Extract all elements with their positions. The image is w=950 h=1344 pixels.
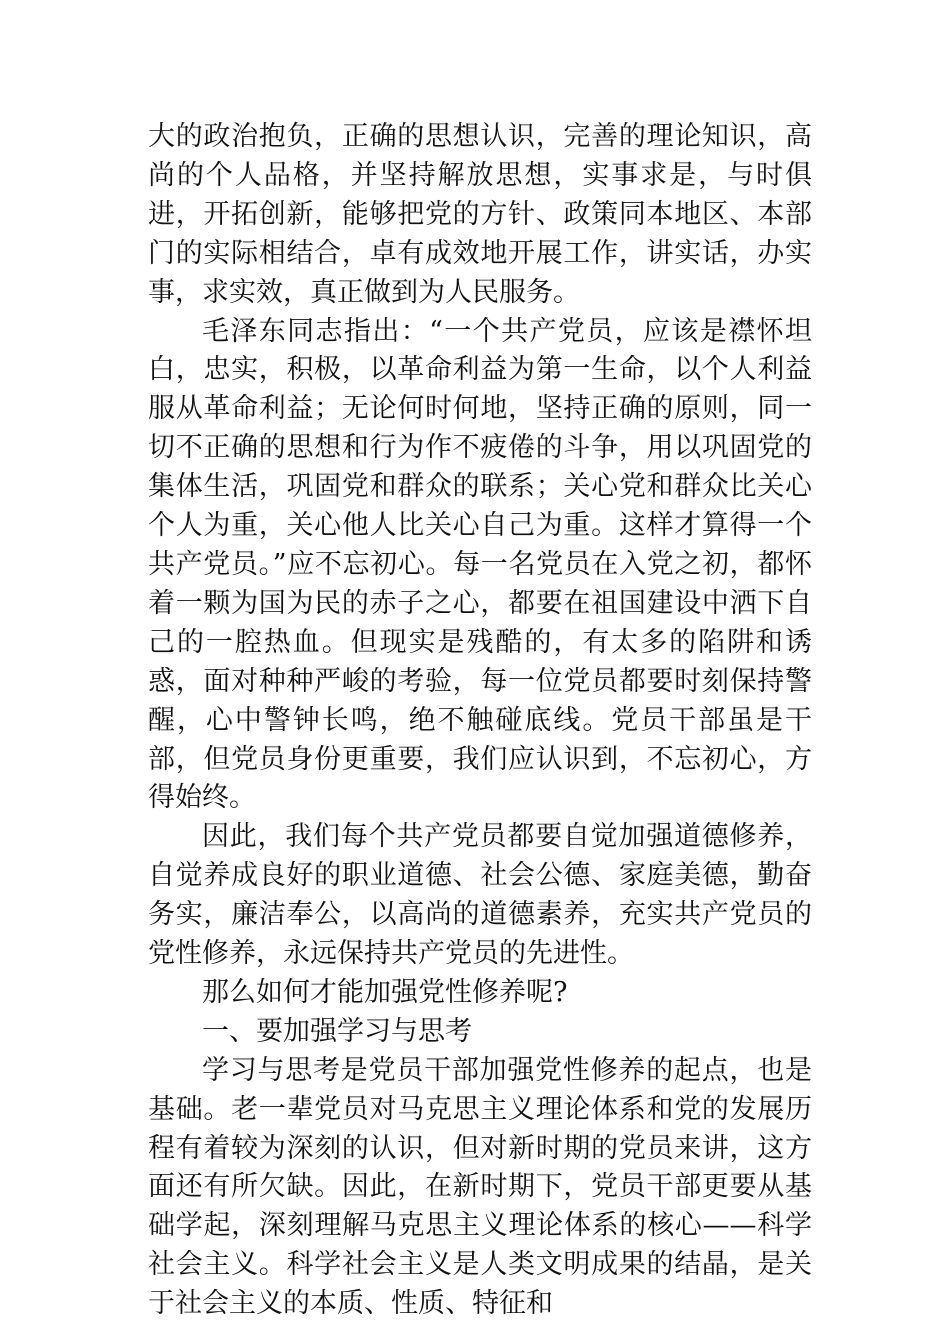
paragraph-3: 因此，我们每个共产党员都要自觉加强道德修养，自觉养成良好的职业道德、社会公德、家庭美德，勤奋务实，廉洁奉公，以高尚的道德素养，充实共产党员的党性修养，永远保持共产党员的先进性。 [148, 821, 812, 970]
document-body [148, 118, 812, 1324]
paragraph-4: 那么如何才能加强党性修养呢? [202, 976, 568, 1008]
paragraph-5: 学习与思考是党员干部加强党性修养的起点，也是基础。老一辈党员对马克思主义理论体系和党的发展历程有着较为深刻的认识，但对新时期的党员来讲，这方面还有所欠缺。因此，在新时期下，党员干部更要从基础学起，深刻理解马克思主义理论体系的核心——科学社会主义。科学社会主义是人类文明成果的结晶，是关于社会主义的本质、性质、特征和 [148, 1054, 812, 1320]
paragraph-1: 大的政治抱负，正确的思想认识，完善的理论知识，高尚的个人品格，并坚持解放思想，实事求是，与时俱进，开拓创新，能够把党的方针、政策同本地区、本部门的实际相结合，卓有成效地开展工作，讲实话，办实事，求实效，真正做到为人民服务。 [148, 121, 812, 308]
section-heading-1: 一、要加强学习与思考 [202, 1015, 472, 1047]
paragraph-2: 毛泽东同志指出：“一个共产党员，应该是襟怀坦白，忠实，积极，以革命利益为第一生命，以个人利益服从革命利益；无论何时何地，坚持正确的原则，同一切不正确的思想和行为作不疲倦的斗争，用以巩固党的集体生活，巩固党和群众的联系；关心党和群众比关心个人为重，关心他人比关心自己为重。这样才算得一个共产党员。”应不忘初心。每一名党员在入党之初，都怀着一颗为国为民的赤子之心，都要在祖国建设中洒下自己的一腔热血。但现实是残酷的，有太多的陷阱和诱惑，面对种种严峻的考验，每一位党员都要时刻保持警醒，心中警钟长鸣，绝不触碰底线。党员干部虽是干部，但党员身份更重要，我们应认识到，不忘初心，方得始终。 [148, 315, 812, 814]
